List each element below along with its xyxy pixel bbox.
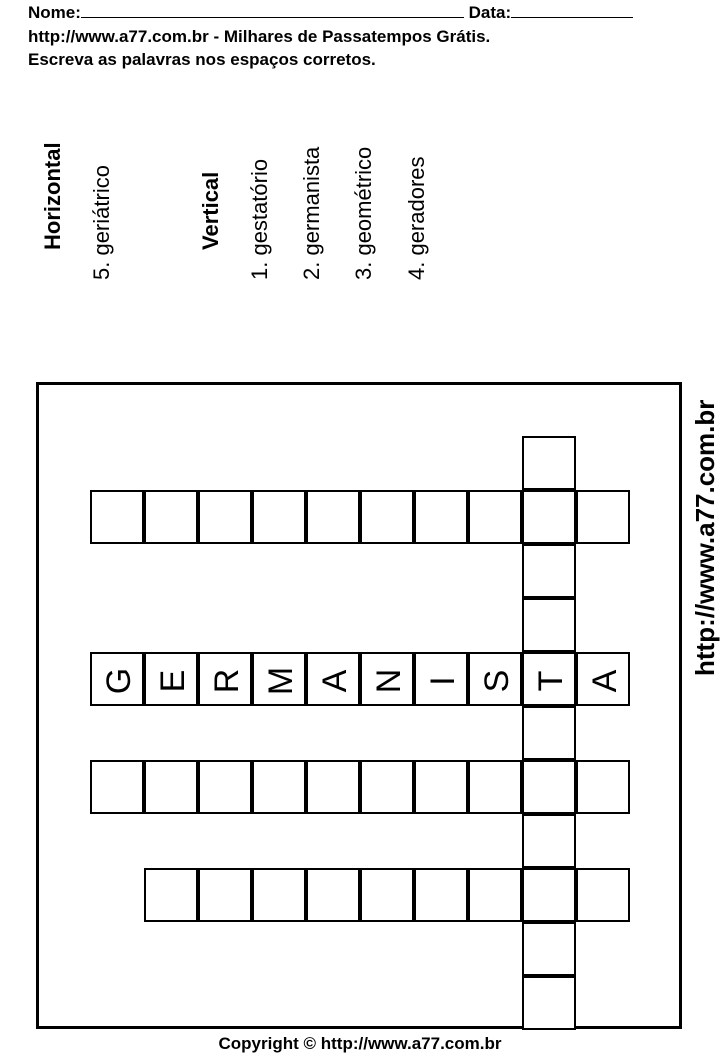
crossword-cell[interactable] xyxy=(468,652,522,706)
crossword-cell[interactable] xyxy=(522,436,576,490)
crossword-cell[interactable] xyxy=(360,652,414,706)
crossword-cell[interactable] xyxy=(414,652,468,706)
name-blank[interactable] xyxy=(81,3,464,18)
crossword-cell[interactable] xyxy=(306,490,360,544)
crossword-cell[interactable] xyxy=(198,760,252,814)
crossword-cell[interactable] xyxy=(198,490,252,544)
crossword-cell[interactable] xyxy=(576,652,630,706)
crossword-cell[interactable] xyxy=(90,490,144,544)
footer-copyright: Copyright © http://www.a77.com.br xyxy=(218,1034,502,1053)
cell-letter: N xyxy=(369,668,408,694)
horizontal-clue-5: 5. geriátrico xyxy=(89,165,114,280)
cell-letter: A xyxy=(585,669,624,693)
cell-letter: G xyxy=(99,667,138,695)
crossword-cell[interactable] xyxy=(414,490,468,544)
crossword-cell[interactable] xyxy=(522,544,576,598)
crossword-cell[interactable] xyxy=(468,868,522,922)
cell-letter: S xyxy=(477,669,516,693)
crossword-cell[interactable] xyxy=(252,760,306,814)
vertical-clue-2: 2. germanista xyxy=(299,146,324,280)
crossword-cell[interactable] xyxy=(522,868,576,922)
cell-letter: T xyxy=(531,670,570,692)
cell-letter: E xyxy=(153,669,192,693)
cell-letter: M xyxy=(261,666,300,696)
cell-letter: A xyxy=(315,669,354,693)
crossword-cell[interactable] xyxy=(576,490,630,544)
crossword-cell[interactable] xyxy=(576,868,630,922)
name-date-line xyxy=(28,3,633,23)
crossword-cell[interactable] xyxy=(522,976,576,1030)
side-url: http://www.a77.com.br xyxy=(690,399,720,676)
crossword-cell[interactable] xyxy=(90,652,144,706)
vertical-title: Vertical xyxy=(198,171,223,250)
crossword-cell[interactable] xyxy=(576,760,630,814)
crossword-cell[interactable] xyxy=(360,490,414,544)
crossword-cell[interactable] xyxy=(306,868,360,922)
crossword-cell[interactable] xyxy=(252,490,306,544)
crossword-cell[interactable] xyxy=(522,922,576,976)
date-blank[interactable] xyxy=(511,3,633,18)
crossword-cell[interactable] xyxy=(522,760,576,814)
crossword-cell[interactable] xyxy=(522,706,576,760)
vertical-clue-3: 3. geométrico xyxy=(351,146,376,280)
crossword-cell[interactable] xyxy=(522,490,576,544)
crossword-cell[interactable] xyxy=(360,760,414,814)
crossword-cell[interactable] xyxy=(306,652,360,706)
crossword-cell[interactable] xyxy=(414,760,468,814)
crossword-cell[interactable] xyxy=(198,652,252,706)
crossword-cell[interactable] xyxy=(144,652,198,706)
name-label: Nome: xyxy=(28,3,81,22)
crossword-cell[interactable] xyxy=(360,868,414,922)
crossword-cell[interactable] xyxy=(468,760,522,814)
crossword-cell[interactable] xyxy=(522,814,576,868)
site-line: http://www.a77.com.br - Milhares de Passatempos Grátis. xyxy=(28,27,491,46)
crossword-cell[interactable] xyxy=(522,598,576,652)
crossword-cell[interactable] xyxy=(144,760,198,814)
crossword-cell[interactable] xyxy=(144,868,198,922)
vertical-clue-4: 4. geradores xyxy=(404,156,429,280)
crossword-cell[interactable] xyxy=(306,760,360,814)
horizontal-title: Horizontal xyxy=(40,142,65,250)
crossword-cell[interactable] xyxy=(144,490,198,544)
instructions: Escreva as palavras nos espaços corretos. xyxy=(28,50,376,69)
cell-letter: I xyxy=(423,676,462,686)
crossword-cell[interactable] xyxy=(252,868,306,922)
crossword-cell[interactable] xyxy=(468,490,522,544)
crossword-cell[interactable] xyxy=(90,760,144,814)
crossword-cell[interactable] xyxy=(252,652,306,706)
vertical-clue-1: 1. gestatório xyxy=(247,158,272,280)
crossword-cell[interactable] xyxy=(198,868,252,922)
crossword-cell[interactable] xyxy=(414,868,468,922)
cell-letter: R xyxy=(207,668,246,694)
date-label: Data: xyxy=(468,3,512,22)
crossword-cell[interactable] xyxy=(522,652,576,706)
